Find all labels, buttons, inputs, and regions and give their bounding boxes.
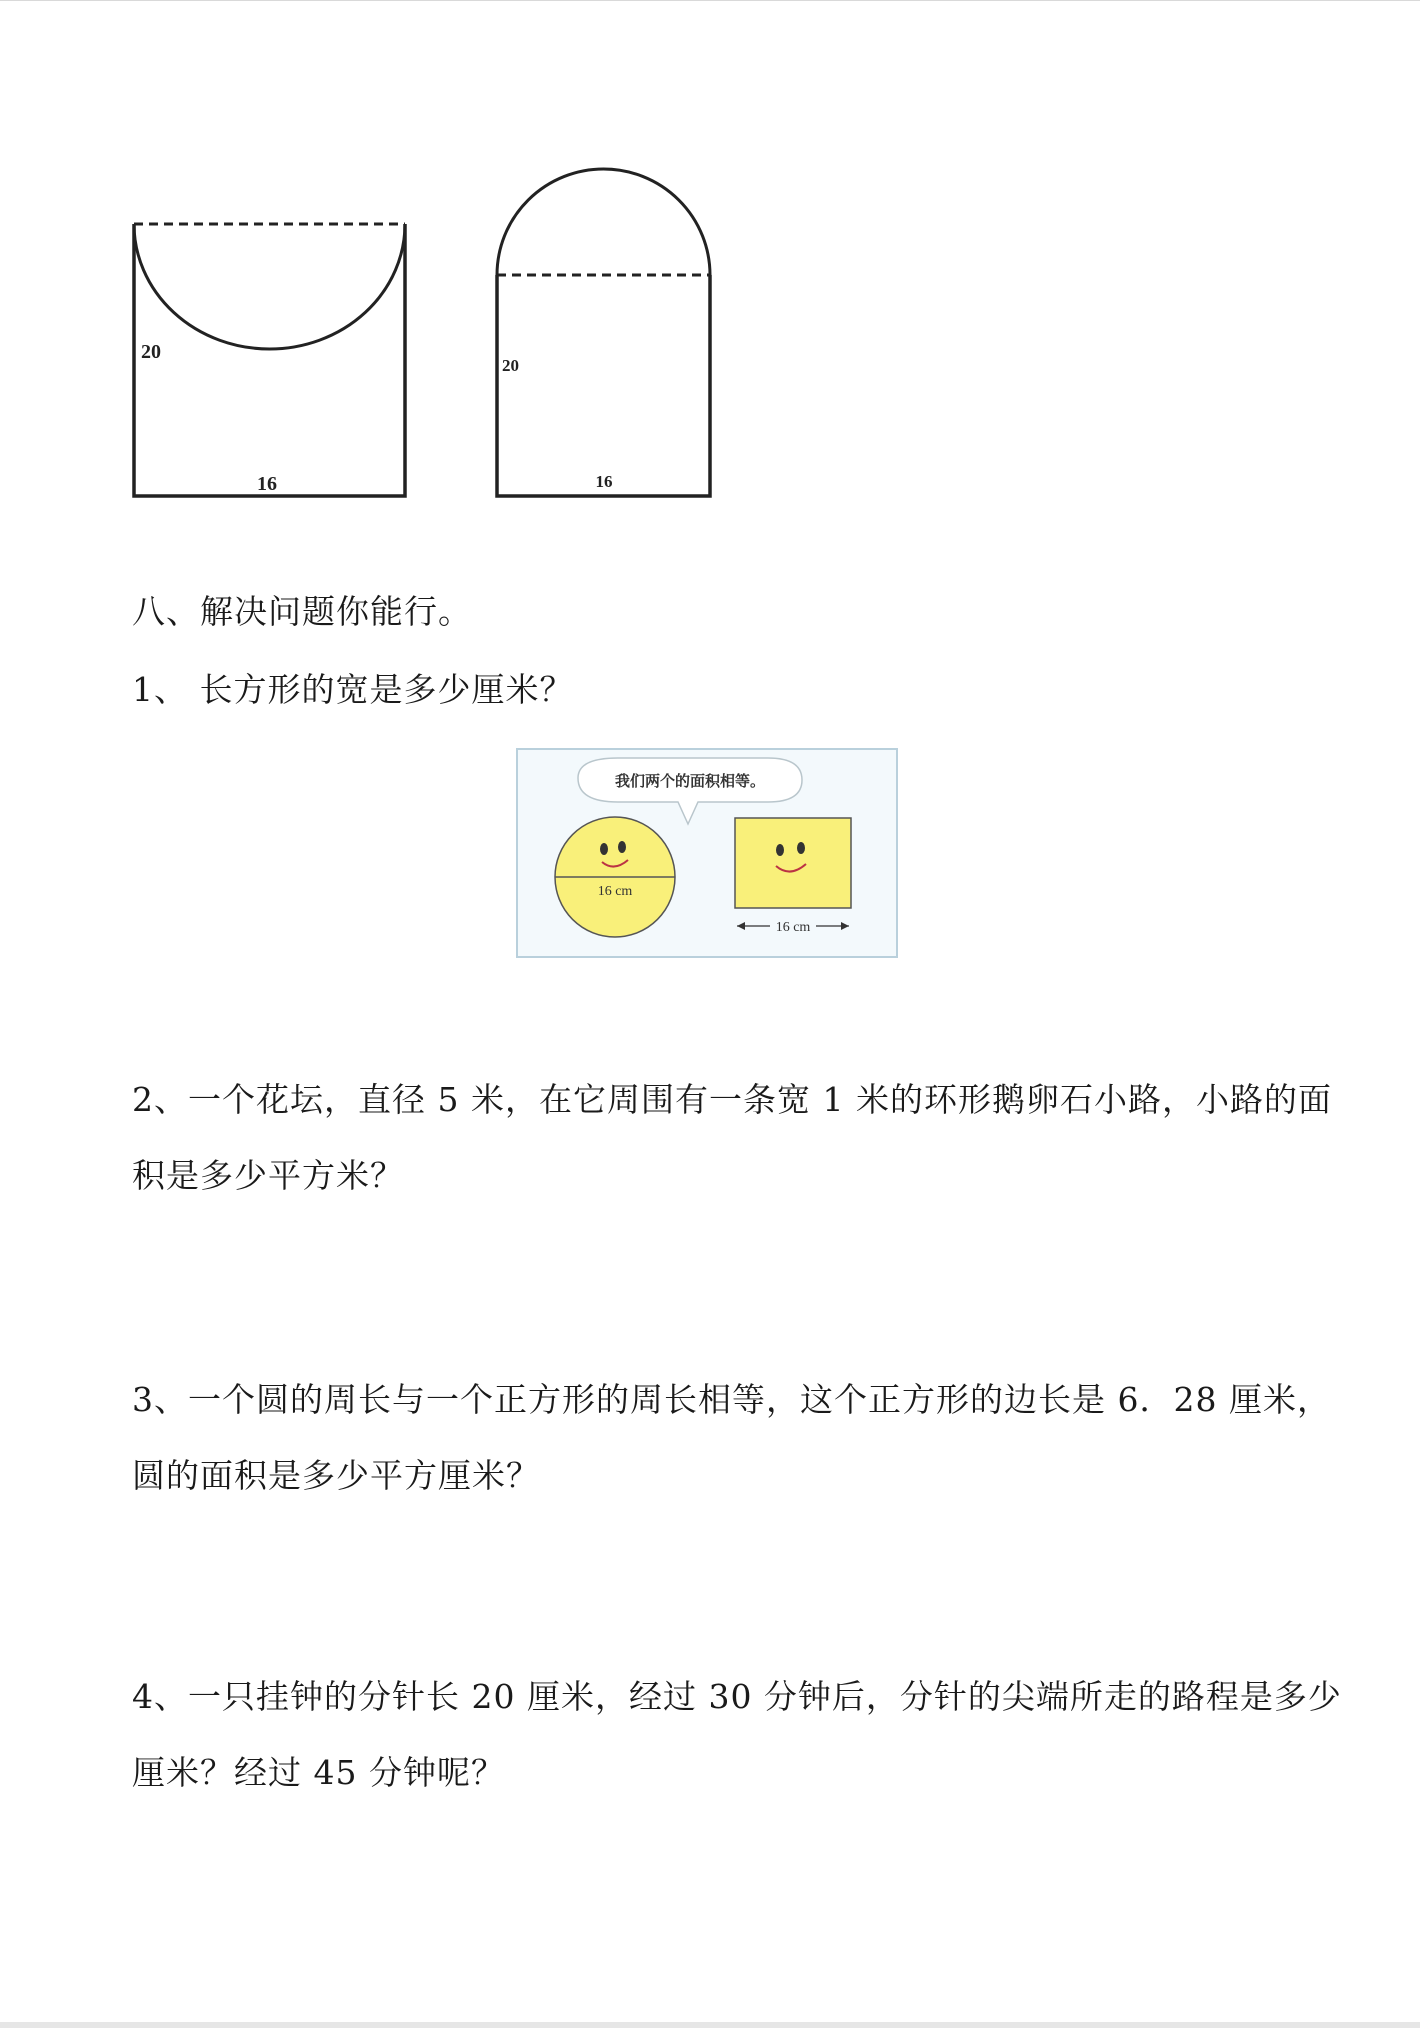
rectangle-outline	[134, 224, 405, 496]
semicircle-arc	[134, 224, 405, 349]
speech-bubble	[578, 758, 802, 824]
illustration-drawing	[518, 750, 896, 956]
bottom-label: 16	[595, 472, 613, 491]
question-2-line-2: 积是多少平方米？	[132, 1156, 404, 1195]
question-3-line-2: 圆的面积是多少平方厘米？	[132, 1456, 540, 1495]
section-heading: 八、解决问题你能行。	[132, 592, 472, 631]
figure-rectangle-semicircle-cutout	[128, 214, 418, 504]
left-eye	[776, 844, 784, 856]
rectangle-outline	[497, 275, 710, 496]
right-eye	[797, 842, 805, 854]
left-eye	[600, 843, 608, 855]
page-bottom-border	[0, 2022, 1420, 2028]
question-1: 1、 长方形的宽是多少厘米？	[132, 670, 574, 709]
circle-character	[555, 817, 675, 937]
figure-rectangle-semicircle-top	[490, 162, 720, 507]
question-2-line-1: 2、一个花坛，直径 5 米，在它周围有一条宽 1 米的环形鹅卵石小路，小路的面	[132, 1080, 1332, 1119]
question-4-line-1: 4、一只挂钟的分针长 20 厘米，经过 30 分钟后，分针的尖端所走的路程是多少	[132, 1677, 1342, 1716]
square-character	[735, 818, 851, 935]
page-top-border	[0, 0, 1420, 1]
question-3-line-1: 3、一个圆的周长与一个正方形的周长相等，这个正方形的边长是 6．28 厘米，	[132, 1380, 1331, 1419]
semicircle-arc	[497, 169, 710, 275]
illustration-circle-square	[516, 748, 898, 958]
question-4-line-2: 厘米？经过 45 分钟呢？	[132, 1753, 505, 1792]
speech-text: 我们两个的面积相等。	[614, 772, 766, 790]
right-eye	[618, 841, 626, 853]
square-label: 16 cm	[775, 920, 811, 935]
bottom-label: 16	[257, 473, 277, 495]
side-label: 20	[502, 356, 519, 375]
circle-label: 16 cm	[597, 884, 633, 899]
side-label: 20	[141, 341, 161, 363]
